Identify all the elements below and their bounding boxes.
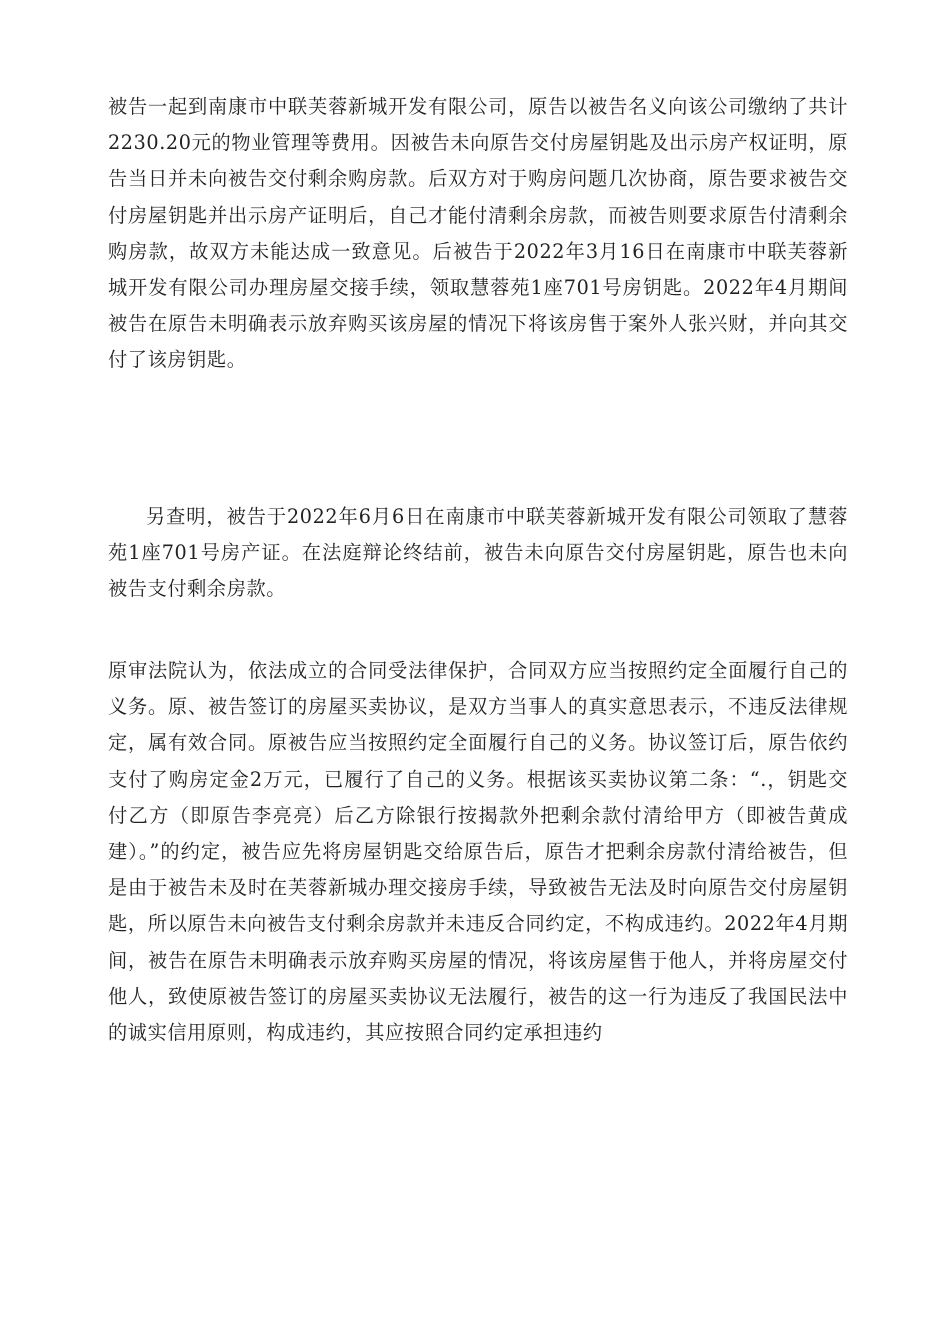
paragraph-2: 另查明，被告于2022年6月6日在南康市中联芙蓉新城开发有限公司领取了慧蓉苑1座701号房产证。在法庭辩论终结前，被告未向原告交付房屋钥匙，原告也未向被告支付剩余房款。 <box>108 505 848 601</box>
paragraph-1: 被告一起到南康市中联芙蓉新城开发有限公司，原告以被告名义向该公司缴纳了共计2230.20元的物业管理等费用。因被告未向原告交付房屋钥匙及出示房产权证明，原告当日并未向被告交付剩余购房款。后双方对于购房问题几次协商，原告要求被告交付房屋钥匙并出示房产证明后，自己才能付清剩余房款，而被告则要求原告付清剩余购房款，故双方未能达成一致意见。后被告于2022年3月16日在南康市中联芙蓉新城开发有限公司办理房屋交接手续，领取慧蓉苑1座701号房钥匙。2022年4月期间被告在原告未明确表示放弃购买该房屋的情况下将该房售于案外人张兴财，并向其交付了该房钥匙。 <box>108 95 848 372</box>
paragraph-3: 原审法院认为，依法成立的合同受法律保护，合同双方应当按照约定全面履行自己的义务。原、被告签订的房屋买卖协议，是双方当事人的真实意思表示，不违反法律规定，属有效合同。原被告应当按照约定全面履行自己的义务。协议签订后，原告依约支付了购房定金2万元，已履行了自己的义务。根据该买卖协议第二条：“.，钥匙交付乙方（即原告李亮亮）后乙方除银行按揭款外把剩余款付清给甲方（即被告黄成建）。”的约定，被告应先将房屋钥匙交给原告后，原告才把剩余房款付清给被告，但是由于被告未及时在芙蓉新城办理交接房手续，导致被告无法及时向原告交付房屋钥匙，所以原告未向被告支付剩余房款并未违反合同约定，不构成违约。2022年4月期间，被告在原告未明确表示放弃购买房屋的情况，将该房屋售于他人，并将房屋交付他人，致使原被告签订的房屋买卖协议无法履行，被告的这一行为违反了我国民法中的诚实信用原则，构成违约，其应按照合同约定承担违约 <box>108 659 848 1045</box>
